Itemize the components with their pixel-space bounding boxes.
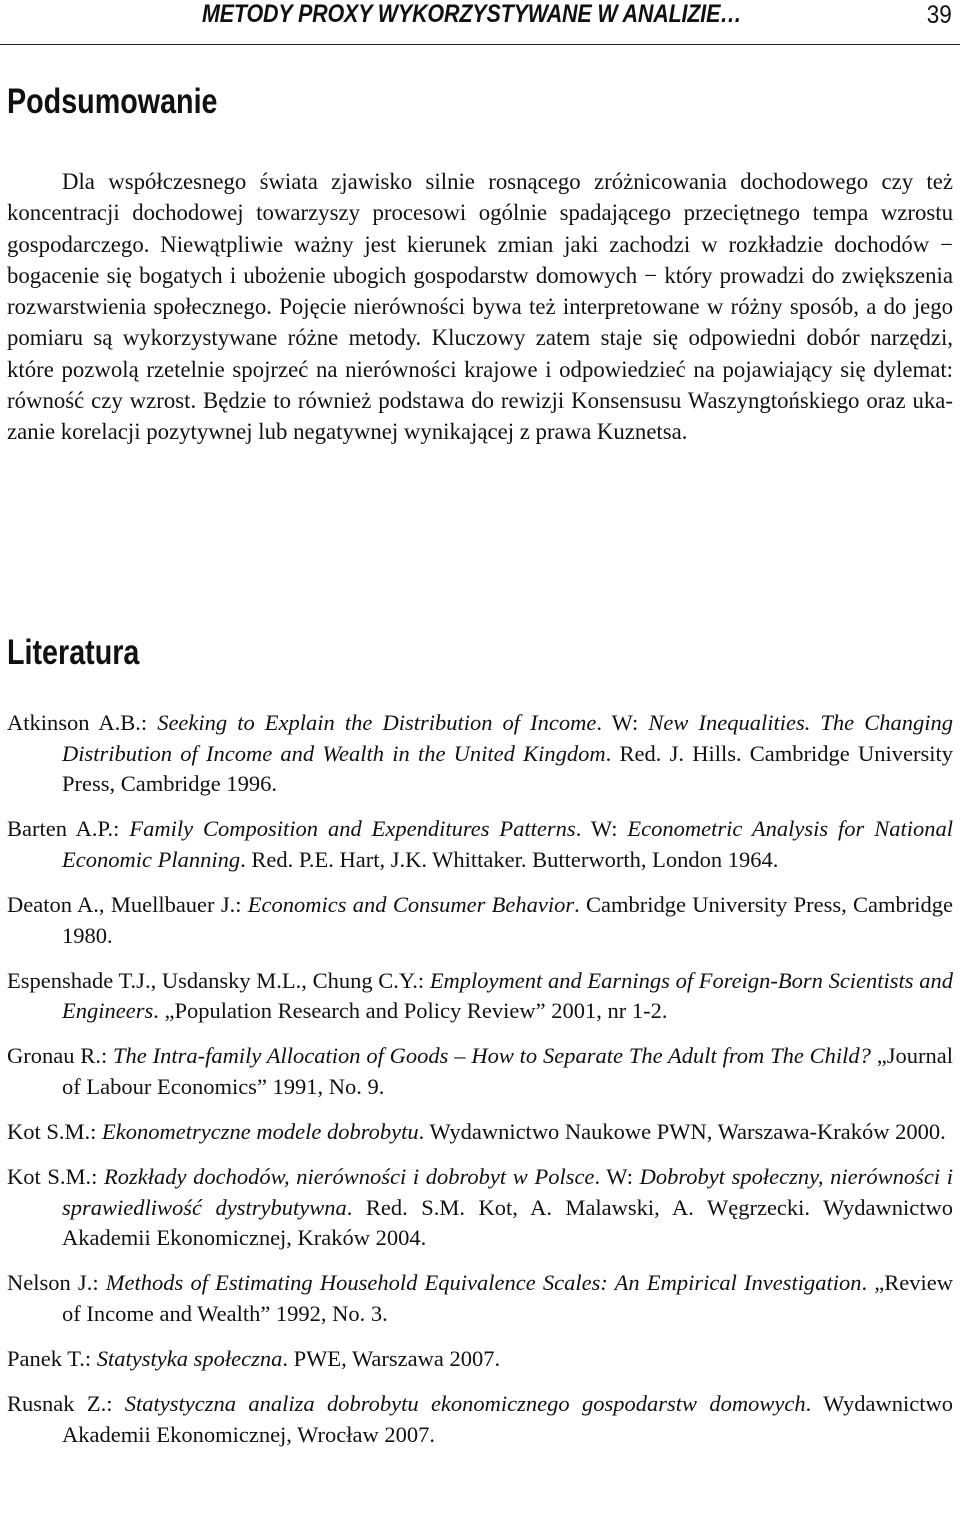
reference-mid: . W: (596, 710, 649, 735)
page-number: 39 (926, 1, 952, 29)
reference-mid: . W: (594, 1164, 640, 1190)
reference-item (7, 966, 953, 1027)
reference-authors: Rusnak Z.: (7, 1391, 125, 1417)
reference-details: . Red. J. Hills. Cambridge University Press, Cambridge 1996. (62, 740, 953, 797)
reference-item (7, 708, 953, 800)
reference-authors: Panek T.: (7, 1346, 97, 1372)
reference-title: Statystyka społeczna (96, 1346, 283, 1372)
reference-authors: Barten A.P.: (7, 816, 130, 842)
reference-item (7, 890, 953, 951)
reference-authors: Deaton A., Muellbauer J.: (7, 891, 248, 917)
reference-list (7, 708, 953, 1465)
reference-title: Economics and Consumer Behavior (247, 891, 575, 917)
reference-title: The Intra-family Allocation of Goods – How to Separate The Adult from The Child? (113, 1043, 871, 1069)
reference-details: . PWE, Warszawa 2007. (282, 1346, 501, 1372)
reference-details: . Wydawnictwo Naukowe PWN, Warszawa-Kraków 2000. (418, 1119, 946, 1145)
reference-details: . Red. S.M. Kot, A. Malawski, A. Węgrzecki. Wydawnictwo Akademii Ekonomicznej, Kraków 2004. (62, 1194, 953, 1251)
reference-authors: Kot S.M.: (7, 1164, 105, 1190)
reference-mid: . W: (575, 816, 628, 842)
running-header (0, 0, 960, 45)
reference-title: Seeking to Explain the Distribution of Income (157, 710, 597, 735)
reference-details: . „Review of Income and Wealth” 1992, No. 3. (62, 1270, 954, 1326)
reference-item (7, 1389, 953, 1450)
reference-details: „Journal of Labour Economics” 1991, No. 9. (62, 1043, 953, 1099)
reference-item (7, 1162, 953, 1254)
reference-item (7, 1344, 953, 1375)
reference-authors: Nelson J.: (7, 1270, 106, 1296)
reference-title: Methods of Estimating Household Equivalence Scales: An Empirical Investigation (105, 1270, 862, 1296)
reference-details: . Cambridge University Press, Cambridge 1980. (62, 891, 953, 948)
reference-title: Statystyczna analiza dobrobytu ekonomicznego gospodarstw domowych (124, 1391, 806, 1417)
reference-authors: Gronau R.: (7, 1043, 114, 1069)
reference-details: . „Population Research and Policy Review” 2001, nr 1-2. (153, 998, 668, 1024)
reference-source: Dobrobyt społeczny, nierówności i sprawiedliwość dystrybutywna (62, 1164, 954, 1220)
reference-item (7, 1041, 953, 1102)
reference-source: New Inequalities. The Changing Distribution of Income and Wealth in the United Kingdom (62, 710, 953, 766)
running-title: METODY PROXY WYKORZYSTYWANE W ANALIZIE… (202, 0, 742, 28)
section-heading-summary: Podsumowanie (7, 82, 218, 121)
reference-item (7, 814, 953, 875)
reference-details: . Red. P.E. Hart, J.K. Whittaker. Butterworth, London 1964. (240, 846, 779, 872)
summary-paragraph: Dla współczesnego świata zjawisko silnie rosnącego zróżnicowania dochodowego czy też koncentracji dochodowej towarzyszy procesowi ogólnie spadającego przeciętnego tempa wzrostu gospodarczego. Niewątpliwie ważny jest kierunek zmian jaki zachodzi w rozkładzie dochodów − bogacenie się bogatych i ubożenie ubogich gospodarstw domowych − który prowadzi do zwiększenia rozwarstwienia społecznego. Pojęcie nierówności bywa też interpretowane w różny sposób, a do jego pomiaru są wykorzystywane różne metody. Kluczowy zatem staje się odpowiedni dobór narzędzi, które pozwolą rzetelnie spojrzeć na nierówności krajowe i odpowiedzieć na pojawiający się dylemat: równość czy wzrost. Będzie to również podstawa do rewizji Konsensusu Waszyngtońskiego oraz ukazanie korelacji pozytywnej lub negatywnej wynikającej z prawa Kuznetsa. (7, 169, 953, 445)
reference-title: Ekonometryczne modele dobrobytu (102, 1119, 419, 1145)
reference-details: . Wydawnictwo Akademii Ekonomicznej, Wrocław 2007. (62, 1391, 953, 1447)
reference-source: Econometric Analysis for National Economic Planning (62, 816, 953, 872)
reference-authors: Espenshade T.J., Usdansky M.L., Chung C.Y.: (7, 967, 430, 993)
reference-title: Rozkłady dochodów, nierówności i dobrobyt w Polsce (104, 1164, 595, 1190)
reference-authors: Kot S.M.: (7, 1119, 103, 1145)
section-heading-literature: Literatura (7, 633, 140, 672)
reference-authors: Atkinson A.B.: (7, 710, 158, 735)
reference-item (7, 1268, 953, 1329)
reference-item (7, 1117, 953, 1148)
reference-title: Family Composition and Expenditures Patterns (129, 816, 576, 842)
reference-title: Employment and Earnings of Foreign-Born Scientists and Engineers (62, 967, 953, 1024)
